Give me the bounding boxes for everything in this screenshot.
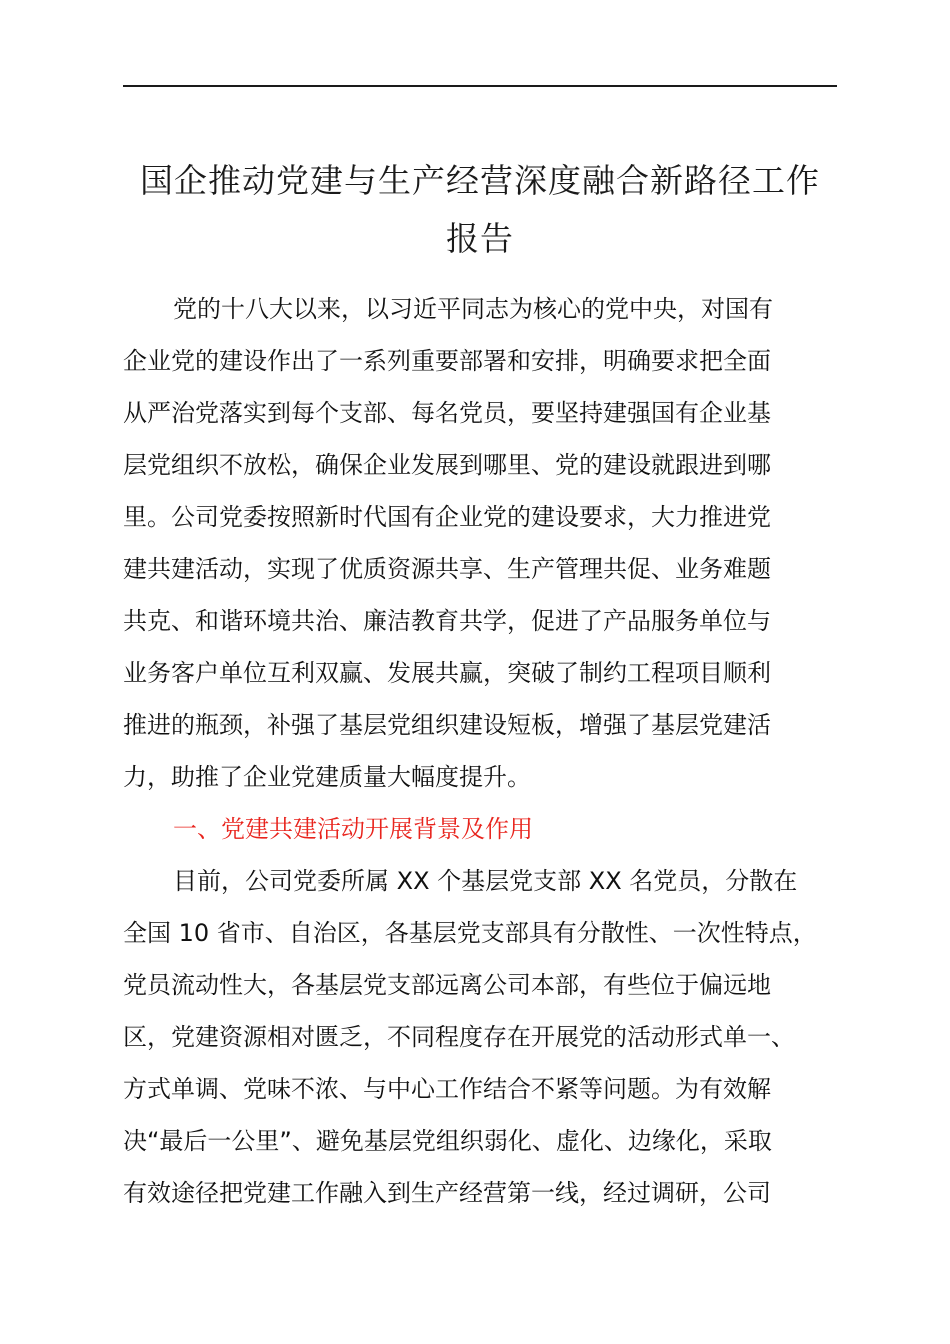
paragraph-line: 企业党的建设作出了一系列重要部署和安排，明确要求把全面	[123, 347, 771, 375]
paragraph-line: 建共建活动，实现了优质资源共享、生产管理共促、业务难题	[123, 555, 771, 583]
document-title	[110, 152, 850, 268]
paragraph-line: 党的十八大以来，以习近平同志为核心的党中央，对国有	[173, 295, 773, 323]
paragraph-line: 推进的瓶颈，补强了基层党组织建设短板，增强了基层党建活	[123, 711, 771, 739]
header-rule	[123, 85, 837, 87]
section-heading: 一、党建共建活动开展背景及作用	[173, 815, 533, 843]
paragraph-line: 方式单调、党味不浓、与中心工作结合不紧等问题。为有效解	[123, 1075, 771, 1103]
paragraph-line: 里。公司党委按照新时代国有企业党的建设要求，大力推进党	[123, 503, 771, 531]
paragraph-line: 业务客户单位互利双赢、发展共赢，突破了制约工程项目顺利	[123, 659, 771, 687]
paragraph-line: 全国 10 省市、自治区，各基层党支部具有分散性、一次性特点，	[123, 919, 817, 947]
paragraph-line: 共克、和谐环境共治、廉洁教育共学，促进了产品服务单位与	[123, 607, 771, 635]
paragraph-line: 从严治党落实到每个支部、每名党员，要坚持建强国有企业基	[123, 399, 771, 427]
paragraph-line: 层党组织不放松，确保企业发展到哪里、党的建设就跟进到哪	[123, 451, 771, 479]
paragraph-line: 党员流动性大，各基层党支部远离公司本部，有些位于偏远地	[123, 971, 771, 999]
paragraph-line: 决“最后一公里”、避免基层党组织弱化、虚化、边缘化，采取	[123, 1127, 772, 1155]
paragraph-line: 区，党建资源相对匮乏，不同程度存在开展党的活动形式单一、	[123, 1023, 795, 1051]
paragraph-line: 力，助推了企业党建质量大幅度提升。	[123, 763, 531, 791]
paragraph-line: 目前，公司党委所属 XX 个基层党支部 XX 名党员，分散在	[173, 867, 798, 895]
title-line-1: 国企推动党建与生产经营深度融合新路径工作	[140, 161, 820, 200]
title-line-2: 报告	[446, 219, 514, 258]
paragraph-line: 有效途径把党建工作融入到生产经营第一线，经过调研，公司	[123, 1179, 771, 1207]
